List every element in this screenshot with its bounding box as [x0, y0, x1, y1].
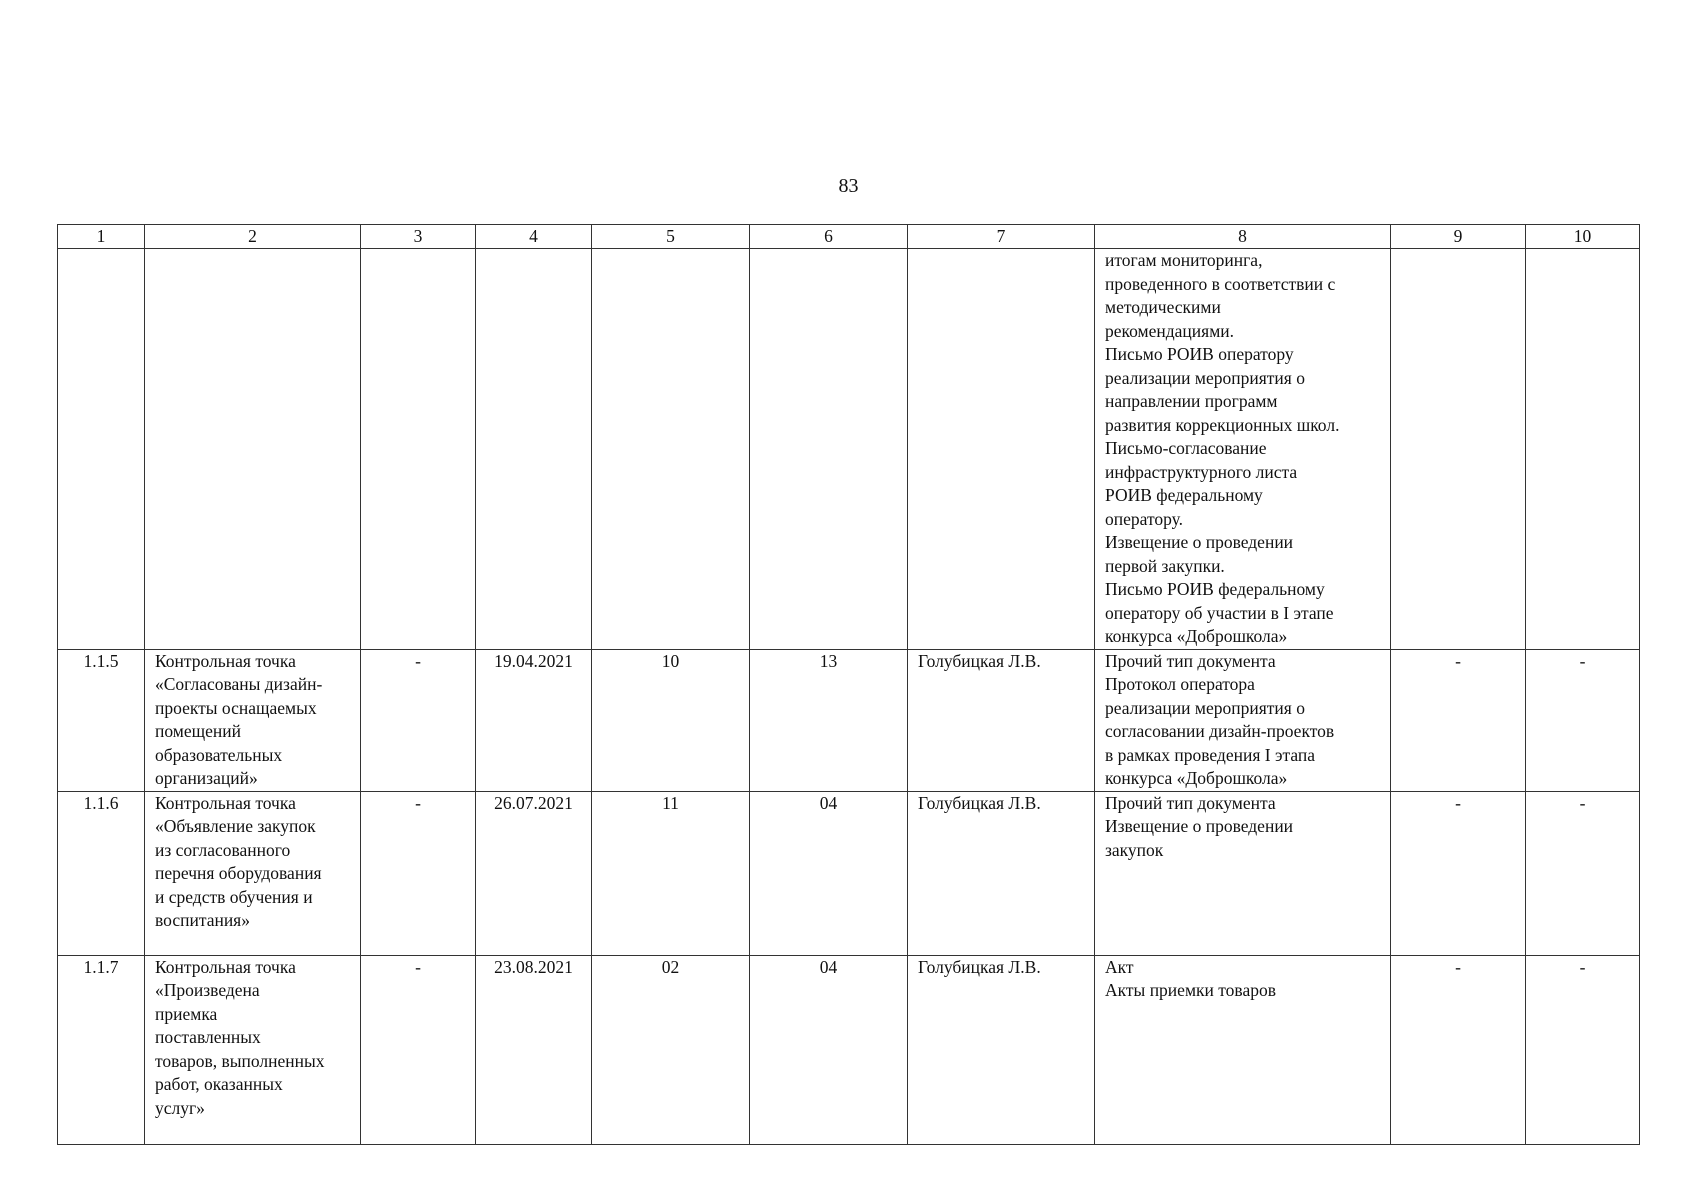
document-table [57, 224, 1640, 1145]
col3-cell: - [361, 791, 476, 955]
col3-cell: - [361, 955, 476, 1144]
name-cell: Контрольная точка «Согласованы дизайн- проекты оснащаемых помещений образовательных организаций» [145, 649, 361, 791]
column-header: 6 [750, 225, 908, 249]
document-cell: итогам мониторинга, проведенного в соответствии с методическими рекомендациями. Письмо РОИВ оператору реализации мероприятия о направлении программ развития коррекционных школ. Письмо-согласование инфраструктурного листа РОИВ федеральному оператору. Извещение о проведении первой закупки. Письмо РОИВ федеральному оператору об участии в I этапе конкурса «Доброшкола» [1095, 249, 1391, 650]
col5-cell: 02 [592, 955, 750, 1144]
table-cell [750, 249, 908, 650]
name-cell: Контрольная точка «Объявление закупок из согласованного перечня оборудования и средств обучения и воспитания» [145, 791, 361, 955]
date-cell: 23.08.2021 [476, 955, 592, 1144]
column-header: 7 [908, 225, 1095, 249]
column-header: 5 [592, 225, 750, 249]
date-cell: 19.04.2021 [476, 649, 592, 791]
responsible-cell: Голубицкая Л.В. [908, 791, 1095, 955]
col9-cell: - [1391, 649, 1526, 791]
table-row [58, 955, 1640, 1144]
table-cell [361, 249, 476, 650]
col6-cell: 04 [750, 955, 908, 1144]
document-cell: Прочий тип документа Протокол оператора реализации мероприятия о согласовании дизайн-проектов в рамках проведения I этапа конкурса «Доброшкола» [1095, 649, 1391, 791]
col5-cell: 11 [592, 791, 750, 955]
table-row-continuation [58, 249, 1640, 650]
table-cell [58, 249, 145, 650]
table-row [58, 649, 1640, 791]
date-cell: 26.07.2021 [476, 791, 592, 955]
column-header: 9 [1391, 225, 1526, 249]
table-row [58, 791, 1640, 955]
row-number-cell: 1.1.5 [58, 649, 145, 791]
col9-cell: - [1391, 955, 1526, 1144]
col9-cell: - [1391, 791, 1526, 955]
responsible-cell: Голубицкая Л.В. [908, 955, 1095, 1144]
table-cell [908, 249, 1095, 650]
row-number-cell: 1.1.7 [58, 955, 145, 1144]
col10-cell: - [1526, 955, 1640, 1144]
table-cell [476, 249, 592, 650]
col6-cell: 04 [750, 791, 908, 955]
document-cell: Прочий тип документа Извещение о проведении закупок [1095, 791, 1391, 955]
col6-cell: 13 [750, 649, 908, 791]
column-header: 10 [1526, 225, 1640, 249]
column-header: 4 [476, 225, 592, 249]
table-header-row [58, 225, 1640, 249]
col5-cell: 10 [592, 649, 750, 791]
column-header: 3 [361, 225, 476, 249]
col3-cell: - [361, 649, 476, 791]
table-cell [592, 249, 750, 650]
responsible-cell: Голубицкая Л.В. [908, 649, 1095, 791]
row-number-cell: 1.1.6 [58, 791, 145, 955]
document-cell: Акт Акты приемки товаров [1095, 955, 1391, 1144]
col10-cell: - [1526, 791, 1640, 955]
table-cell [1391, 249, 1526, 650]
table-cell [145, 249, 361, 650]
column-header: 1 [58, 225, 145, 249]
column-header: 8 [1095, 225, 1391, 249]
name-cell: Контрольная точка «Произведена приемка поставленных товаров, выполненных работ, оказанных услуг» [145, 955, 361, 1144]
page-number: 83 [838, 175, 859, 197]
col10-cell: - [1526, 649, 1640, 791]
column-header: 2 [145, 225, 361, 249]
table-cell [1526, 249, 1640, 650]
